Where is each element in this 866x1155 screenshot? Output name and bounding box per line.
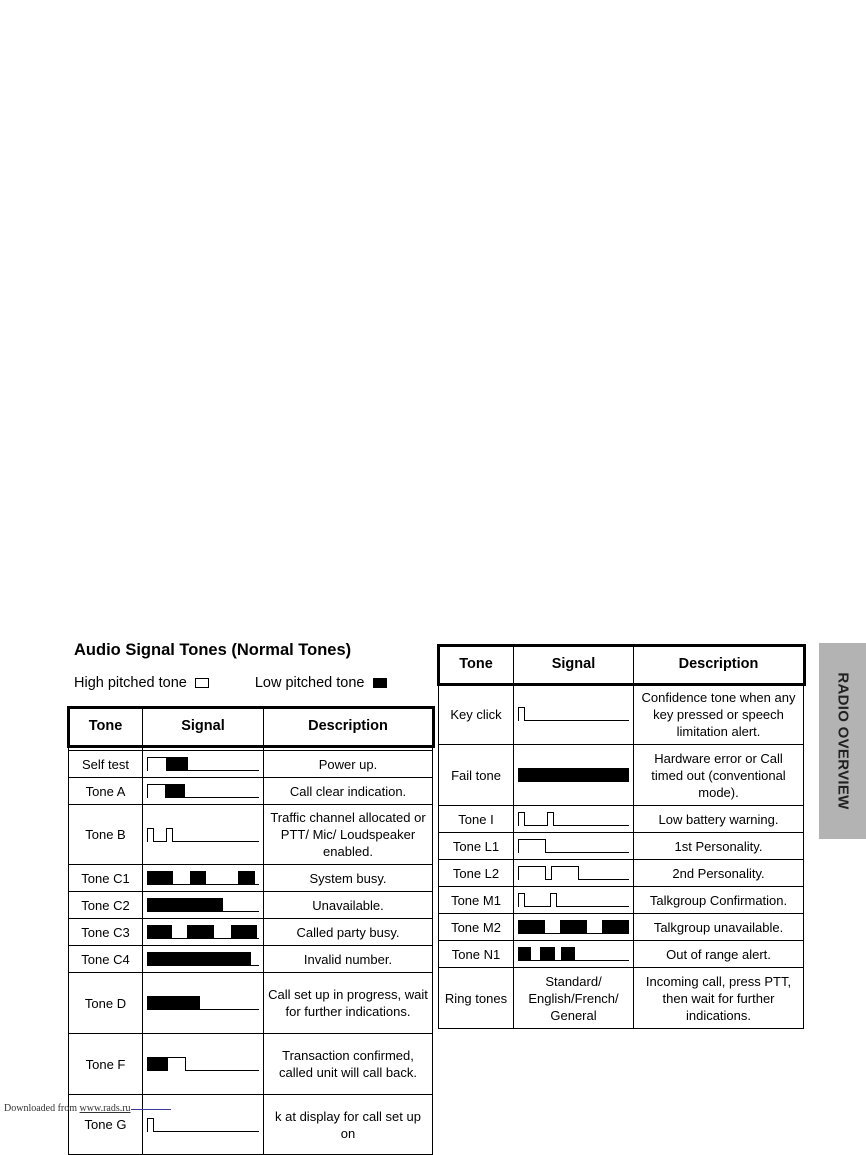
- side-tab-label: RADIO OVERVIEW: [834, 672, 851, 810]
- tone-name-cell: Tone G: [69, 1095, 143, 1155]
- signal-diagram: [147, 828, 259, 842]
- signal-cell: [143, 946, 264, 973]
- column-header-signal: Signal: [143, 708, 264, 746]
- signal-cell: [514, 833, 634, 860]
- high-pitch-segment: [518, 866, 546, 880]
- low-pitch-segment: [190, 871, 207, 885]
- low-pitch-segment: [518, 920, 545, 934]
- signal-cell: [514, 745, 634, 806]
- signal-diagram: [518, 812, 629, 826]
- description-cell: k at display for call set up on: [264, 1095, 433, 1155]
- section-side-tab: [819, 643, 866, 839]
- high-pitch-swatch-icon: [195, 678, 209, 688]
- description-cell: Traffic channel allocated or PTT/ Mic/ Loudspeaker enabled.: [264, 805, 433, 865]
- tone-name-cell: Tone C3: [69, 919, 143, 946]
- footer-link[interactable]: www.rads.ru: [79, 1103, 131, 1114]
- low-pitch-segment: [560, 920, 587, 934]
- table-row: [439, 833, 804, 860]
- table-header-row: [69, 708, 433, 746]
- column-header-tone: Tone: [439, 646, 514, 684]
- signal-diagram: [147, 1118, 259, 1132]
- signal-text-cell: Standard/ English/French/ General: [514, 968, 634, 1029]
- high-pitch-segment: [147, 1118, 154, 1132]
- signal-cell: [514, 941, 634, 968]
- table-row: [439, 684, 804, 745]
- high-pitch-segment: [547, 812, 554, 826]
- signal-diagram: [147, 1057, 259, 1071]
- tone-legend: [74, 675, 387, 691]
- signal-diagram: [518, 768, 629, 782]
- signal-diagram: [147, 898, 259, 912]
- tone-name-cell: Fail tone: [439, 745, 514, 806]
- signal-diagram: [147, 757, 259, 771]
- low-pitch-swatch-icon: [373, 678, 387, 688]
- description-cell: Called party busy.: [264, 919, 433, 946]
- signal-baseline: [147, 1131, 259, 1132]
- tone-name-cell: Self test: [69, 751, 143, 778]
- table-row: [439, 860, 804, 887]
- signal-diagram: [147, 784, 259, 798]
- table-row: [439, 941, 804, 968]
- table-row: [439, 745, 804, 806]
- signal-baseline: [147, 841, 259, 842]
- high-pitch-segment: [147, 828, 154, 842]
- low-pitch-segment: [167, 757, 188, 771]
- table-row: [69, 1034, 433, 1095]
- table-row: [69, 973, 433, 1034]
- table-row: [69, 865, 433, 892]
- tone-name-cell: Tone C2: [69, 892, 143, 919]
- tone-name-cell: Tone I: [439, 806, 514, 833]
- high-pitch-segment: [147, 757, 167, 771]
- low-pitch-segment: [147, 898, 223, 912]
- description-cell: Call clear indication.: [264, 778, 433, 805]
- table-row: [439, 806, 804, 833]
- table-row: [69, 751, 433, 778]
- low-pitch-segment: [518, 947, 531, 961]
- legend-high: [74, 675, 209, 691]
- signal-cell: [143, 1034, 264, 1095]
- tone-name-cell: Tone B: [69, 805, 143, 865]
- low-pitch-segment: [518, 768, 629, 782]
- signal-diagram: [518, 947, 629, 961]
- description-cell: Power up.: [264, 751, 433, 778]
- signal-diagram: [147, 925, 259, 939]
- low-pitch-segment: [147, 925, 172, 939]
- table-row: [69, 892, 433, 919]
- table-row: [439, 887, 804, 914]
- signal-diagram: [147, 871, 259, 885]
- low-pitch-segment: [561, 947, 574, 961]
- table-row: [439, 968, 804, 1029]
- description-cell: Low battery warning.: [634, 806, 804, 833]
- tones-table-left: [68, 707, 433, 1155]
- description-cell: Unavailable.: [264, 892, 433, 919]
- signal-baseline: [518, 720, 629, 721]
- tone-name-cell: Tone M1: [439, 887, 514, 914]
- high-pitch-segment: [518, 893, 525, 907]
- signal-cell: [514, 684, 634, 745]
- signal-baseline: [518, 906, 629, 907]
- tone-name-cell: Ring tones: [439, 968, 514, 1029]
- signal-cell: [143, 973, 264, 1034]
- low-pitch-segment: [147, 996, 200, 1010]
- signal-cell: [514, 887, 634, 914]
- legend-low: [255, 675, 387, 691]
- tone-name-cell: Tone C4: [69, 946, 143, 973]
- tone-name-cell: Tone M2: [439, 914, 514, 941]
- signal-cell: [143, 919, 264, 946]
- high-pitch-segment: [166, 828, 173, 842]
- signal-cell: [514, 806, 634, 833]
- signal-diagram: [518, 866, 629, 880]
- signal-cell: [143, 751, 264, 778]
- description-cell: Talkgroup Confirmation.: [634, 887, 804, 914]
- description-cell: 1st Personality.: [634, 833, 804, 860]
- table-header-row: [439, 646, 804, 684]
- high-pitch-segment: [518, 707, 525, 721]
- high-pitch-segment: [518, 812, 525, 826]
- tone-name-cell: Tone N1: [439, 941, 514, 968]
- tone-name-cell: Tone L2: [439, 860, 514, 887]
- tone-name-cell: Tone F: [69, 1034, 143, 1095]
- signal-cell: [143, 892, 264, 919]
- download-footer: [4, 1103, 171, 1114]
- signal-cell: [514, 914, 634, 941]
- tone-name-cell: Tone D: [69, 973, 143, 1034]
- low-pitch-segment: [231, 925, 257, 939]
- signal-diagram: [518, 893, 629, 907]
- tones-table-right: [438, 645, 804, 1029]
- low-pitch-segment: [147, 871, 173, 885]
- low-pitch-segment: [187, 925, 214, 939]
- tone-name-cell: Tone A: [69, 778, 143, 805]
- section-heading: Audio Signal Tones (Normal Tones): [74, 641, 352, 659]
- signal-diagram: [518, 839, 629, 853]
- column-header-description: Description: [264, 708, 433, 746]
- low-pitch-segment: [238, 871, 255, 885]
- description-cell: Out of range alert.: [634, 941, 804, 968]
- description-cell: Talkgroup unavailable.: [634, 914, 804, 941]
- high-pitch-segment: [518, 839, 546, 853]
- signal-diagram: [147, 952, 259, 966]
- signal-diagram: [518, 920, 629, 934]
- column-header-signal: Signal: [514, 646, 634, 684]
- description-cell: Incoming call, press PTT, then wait for further indications.: [634, 968, 804, 1029]
- description-cell: Hardware error or Call timed out (conventional mode).: [634, 745, 804, 806]
- description-cell: Transaction confirmed, called unit will call back.: [264, 1034, 433, 1095]
- legend-low-label: Low pitched tone: [254, 675, 365, 691]
- legend-high-label: High pitched tone: [74, 675, 187, 691]
- tone-name-cell: Tone L1: [439, 833, 514, 860]
- signal-diagram: [518, 707, 629, 721]
- signal-cell: [143, 865, 264, 892]
- low-pitch-segment: [147, 1057, 167, 1071]
- description-cell: Call set up in progress, wait for further indications.: [264, 973, 433, 1034]
- high-pitch-segment: [551, 866, 579, 880]
- low-pitch-segment: [166, 784, 185, 798]
- table-row: [69, 778, 433, 805]
- description-cell: Confidence tone when any key pressed or speech limitation alert.: [634, 684, 804, 745]
- description-cell: 2nd Personality.: [634, 860, 804, 887]
- signal-cell: [143, 778, 264, 805]
- low-pitch-segment: [602, 920, 629, 934]
- signal-cell: [143, 805, 264, 865]
- low-pitch-segment: [540, 947, 554, 961]
- tone-name-cell: Key click: [439, 684, 514, 745]
- signal-baseline: [518, 825, 629, 826]
- table-row: [69, 919, 433, 946]
- column-header-tone: Tone: [69, 708, 143, 746]
- table-row: [69, 946, 433, 973]
- low-pitch-segment: [147, 952, 251, 966]
- high-pitch-segment: [167, 1057, 186, 1071]
- high-pitch-segment: [147, 784, 166, 798]
- footer-prefix: Downloaded from: [4, 1103, 80, 1114]
- table-row: [69, 805, 433, 865]
- tone-name-cell: Tone C1: [69, 865, 143, 892]
- description-cell: System busy.: [264, 865, 433, 892]
- table-row: [439, 914, 804, 941]
- signal-cell: [514, 860, 634, 887]
- signal-diagram: [147, 996, 259, 1010]
- column-header-description: Description: [634, 646, 804, 684]
- description-cell: Invalid number.: [264, 946, 433, 973]
- high-pitch-segment: [550, 893, 557, 907]
